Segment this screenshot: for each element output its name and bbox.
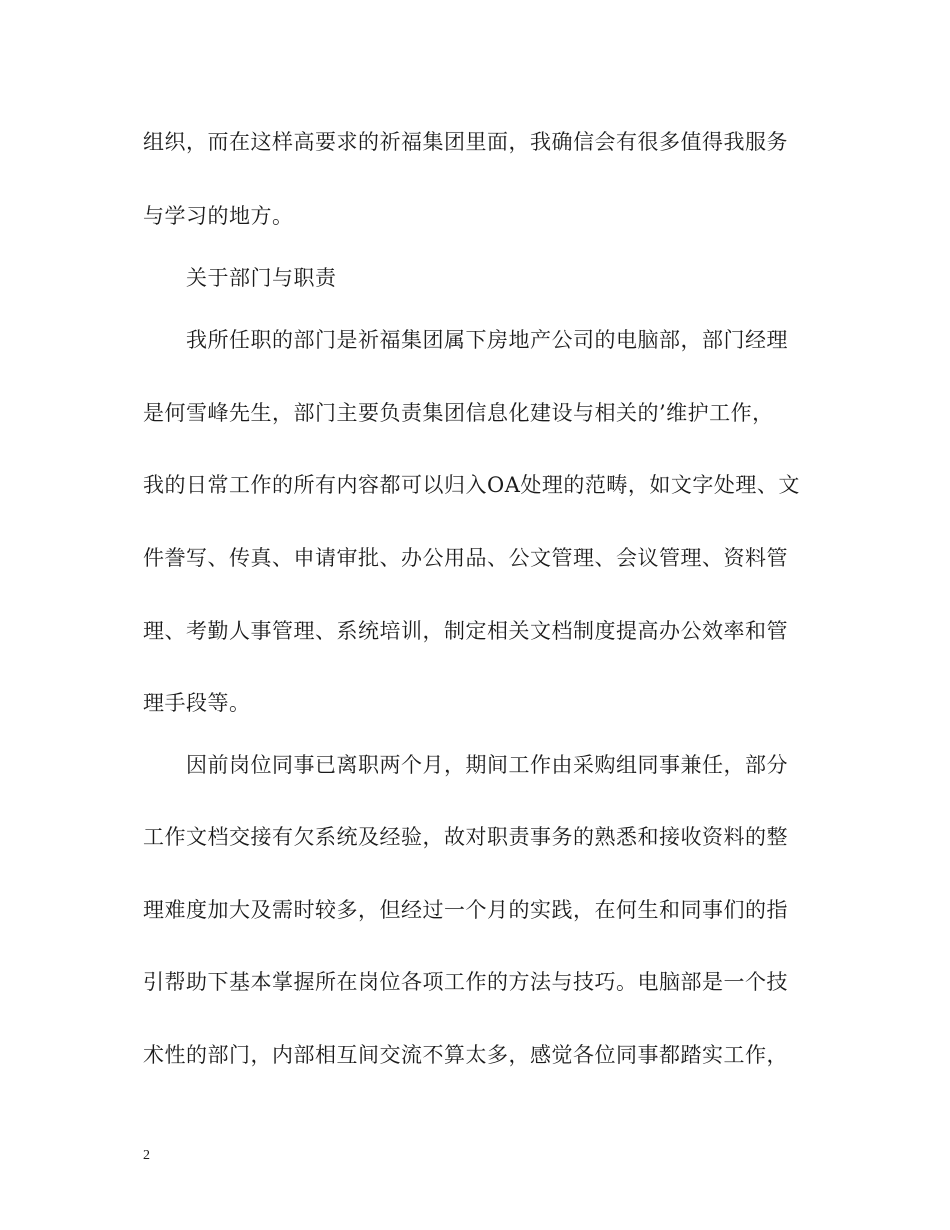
body-text-line: 理难度加大及需时较多，但经过一个月的实践，在何生和同事们的指 [143,898,788,922]
body-text-line: 与学习的地方。 [143,204,294,228]
body-text-line: 我所任职的部门是祈福集团属下房地产公司的电脑部，部门经理 [143,328,788,352]
body-text-line: 理手段等。 [143,691,251,715]
body-text-line: 组织，而在这样高要求的祈福集团里面，我确信会有很多值得我服务 [143,130,788,154]
body-text-line: 件誊写、传真、申请审批、办公用品、公文管理、会议管理、资料管 [143,546,788,570]
body-text-line: 术性的部门，内部相互间交流不算太多，感觉各位同事都踏实工作， [143,1043,788,1067]
body-text-line: 理、考勤人事管理、系统培训，制定相关文档制度提高办公效率和管 [143,619,788,643]
body-text-line: 引帮助下基本掌握所在岗位各项工作的方法与技巧。电脑部是一个技 [143,970,788,994]
body-text-line: 是何雪峰先生，部门主要负责集团信息化建设与相关的’维护工作， [143,401,774,425]
body-text-line: 工作文档交接有欠系统及经验，故对职责事务的熟悉和接收资料的整 [143,825,788,849]
body-text-line: 因前岗位同事已离职两个月，期间工作由采购组同事兼任，部分 [143,753,788,777]
body-text-line: 我的日常工作的所有内容都可以归入OA处理的范畴，如文字处理、文 [143,473,800,497]
section-heading: 关于部门与职责 [143,266,337,290]
page-number: 2 [143,1148,150,1163]
